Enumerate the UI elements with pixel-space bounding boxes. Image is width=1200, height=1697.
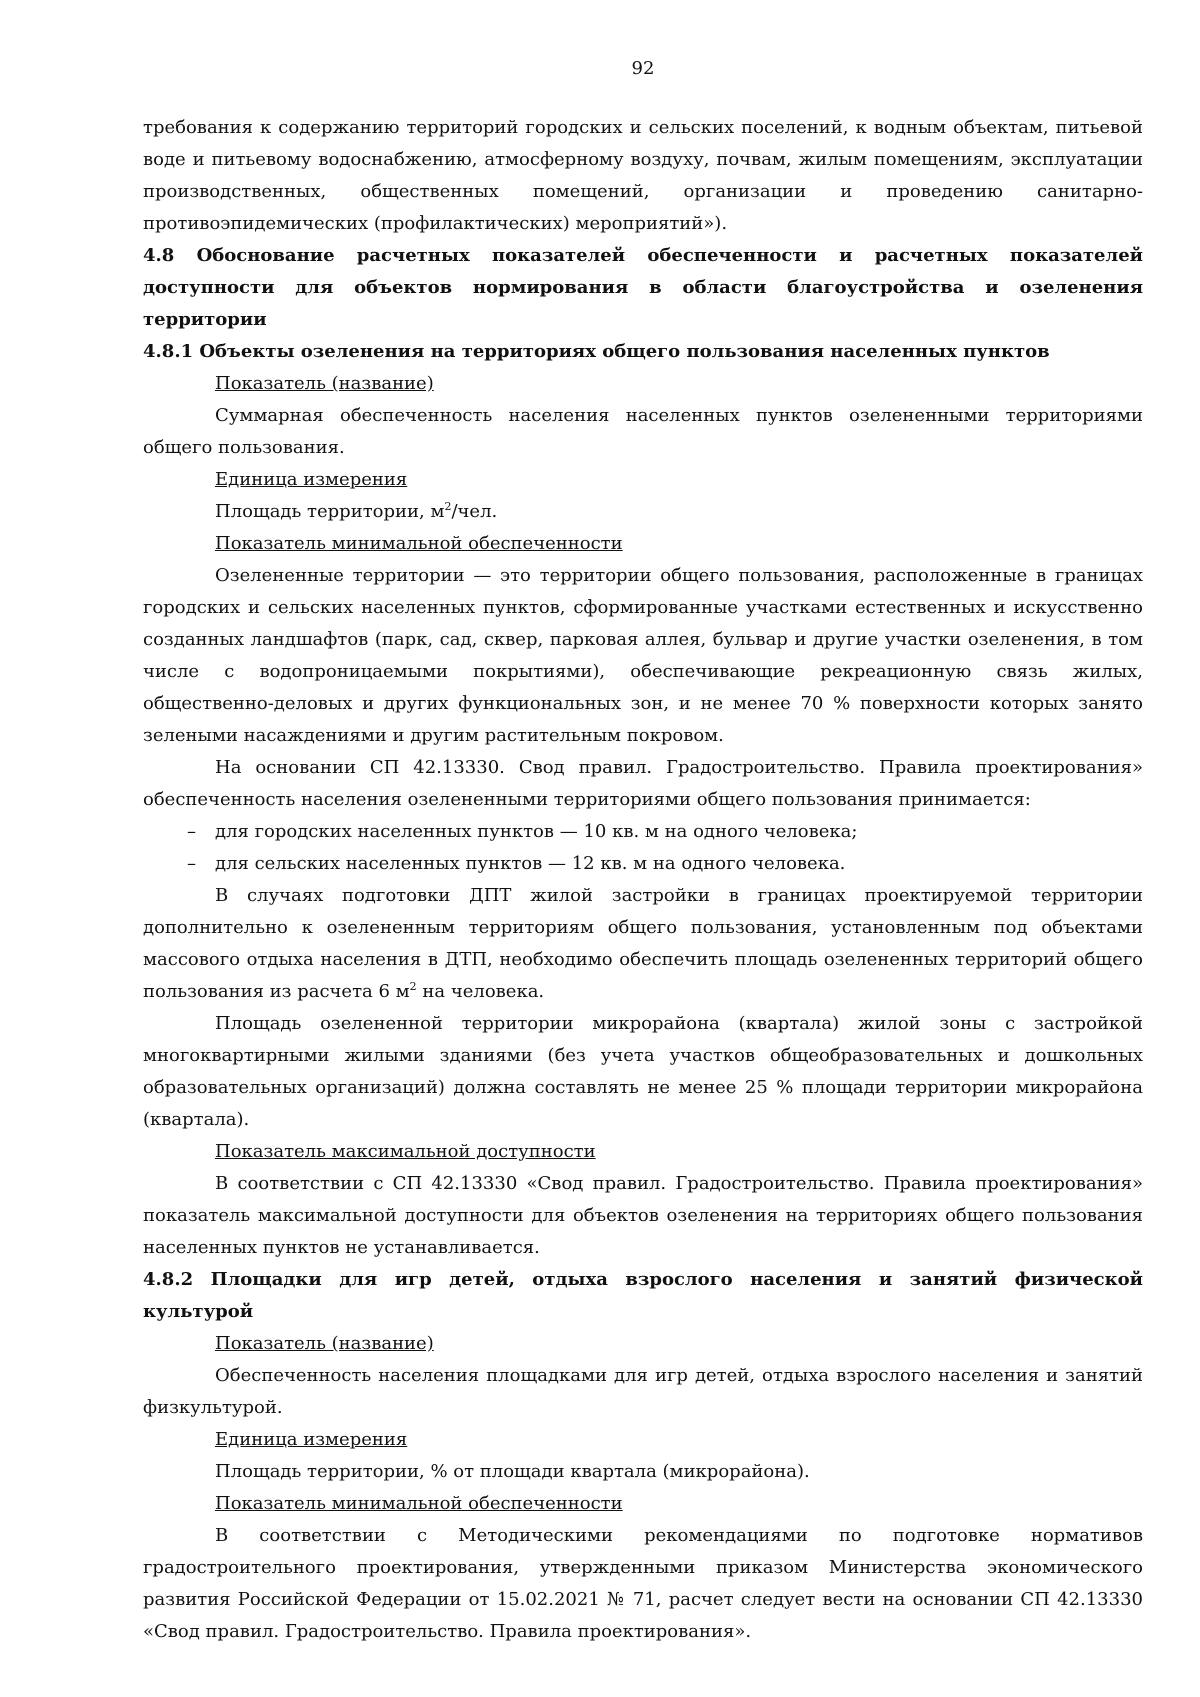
area-superscript: 2 [409,980,417,993]
label-min-provision: Показатель минимальной обеспеченности [215,1493,623,1514]
min-provision-paragraph: Площадь озелененной территории микрорайона (квартала) жилой зоны с застройкой многоквартирными жилыми зданиями (без учета участков общеобразовательных и дошкольных образовательных организаций) должна составлять не менее 25 % площади территории микрорайона (квартала). [143,1013,1143,1130]
section-heading-4-8-2: 4.8.2 Площадки для игр детей, отдыха взрослого населения и занятий физической культурой [143,1269,1143,1322]
paragraph-part: на человека. [416,981,545,1002]
unit-superscript: 2 [444,500,452,513]
unit-text-part: /чел. [451,501,498,522]
list-item-text: для городских населенных пунктов — 10 кв. м на одного человека; [215,821,858,842]
paragraph-continuation: требования к содержанию территорий городских и сельских поселений, к водным объектам, питьевой воде и питьевому водоснабжению, атмосферному воздуху, почвам, жилым помещениям, эксплуатации производственных, общественных помещений, организации и проведению санитарно-противоэпидемических (профилактических) мероприятий»). [143,117,1143,234]
page-number: 92 [631,58,655,79]
document-body [143,112,1143,1648]
label-indicator-name: Показатель (название) [215,1333,434,1354]
paragraph-part: В случаях подготовки ДПТ жилой застройки в границах проектируемой территории дополнительно к озелененным территориям общего пользования, установленным под объектами массового отдыха населения в ДТП, необходимо обеспечить площадь озелененных территорий общего пользования из расчета 6 м [143,885,1143,1002]
label-indicator-name: Показатель (название) [215,373,434,394]
label-max-accessibility: Показатель максимальной доступности [215,1141,596,1162]
list-item [143,848,1143,880]
list-dash: – [187,853,196,874]
unit-text [143,496,1143,528]
unit-text: Площадь территории, % от площади квартала (микрорайона). [215,1461,810,1482]
min-provision-paragraph [143,880,1143,1008]
section-heading-4-8: 4.8 Обоснование расчетных показателей обеспеченности и расчетных показателей доступности для объектов нормирования в области благоустройства и озеленения территории [143,245,1143,330]
min-provision-paragraph: На основании СП 42.13330. Свод правил. Градостроительство. Правила проектирования» обеспеченность населения озелененными территориями общего пользования принимается: [143,757,1143,810]
list-item [143,816,1143,848]
label-unit: Единица измерения [215,1429,408,1450]
label-min-provision: Показатель минимальной обеспеченности [215,533,623,554]
max-accessibility-paragraph: В соответствии с СП 42.13330 «Свод правил. Градостроительство. Правила проектирования» показатель максимальной доступности для объектов озеленения на территориях общего пользования населенных пунктов не устанавливается. [143,1173,1143,1258]
min-provision-paragraph: Озелененные территории — это территории общего пользования, расположенные в границах городских и сельских населенных пунктов, сформированные участками естественных и искусственно созданных ландшафтов (парк, сад, сквер, парковая аллея, бульвар и другие участки озеленения, в том числе с водопроницаемыми покрытиями), обеспечивающие рекреационную связь жилых, общественно-деловых и других функциональных зон, и не менее 70 % поверхности которых занято зелеными насаждениями и другим растительным покровом. [143,565,1143,746]
unit-text-part: Площадь территории, м [215,501,445,522]
list-item-text: для сельских населенных пунктов — 12 кв. м на одного человека. [215,853,846,874]
list-dash: – [187,821,196,842]
min-provision-paragraph: В соответствии с Методическими рекомендациями по подготовке нормативов градостроительного проектирования, утвержденными приказом Министерства экономического развития Российской Федерации от 15.02.2021 № 71, расчет следует вести на основании СП 42.13330 «Свод правил. Градостроительство. Правила проектирования». [143,1525,1143,1642]
indicator-name-text: Обеспеченность населения площадками для игр детей, отдыха взрослого населения и занятий физкультурой. [143,1365,1143,1418]
section-heading-4-8-1: 4.8.1 Объекты озеленения на территориях общего пользования населенных пунктов [143,341,1050,362]
indicator-name-text: Суммарная обеспеченность населения населенных пунктов озелененными территориями общего пользования. [143,405,1143,458]
label-unit: Единица измерения [215,469,408,490]
